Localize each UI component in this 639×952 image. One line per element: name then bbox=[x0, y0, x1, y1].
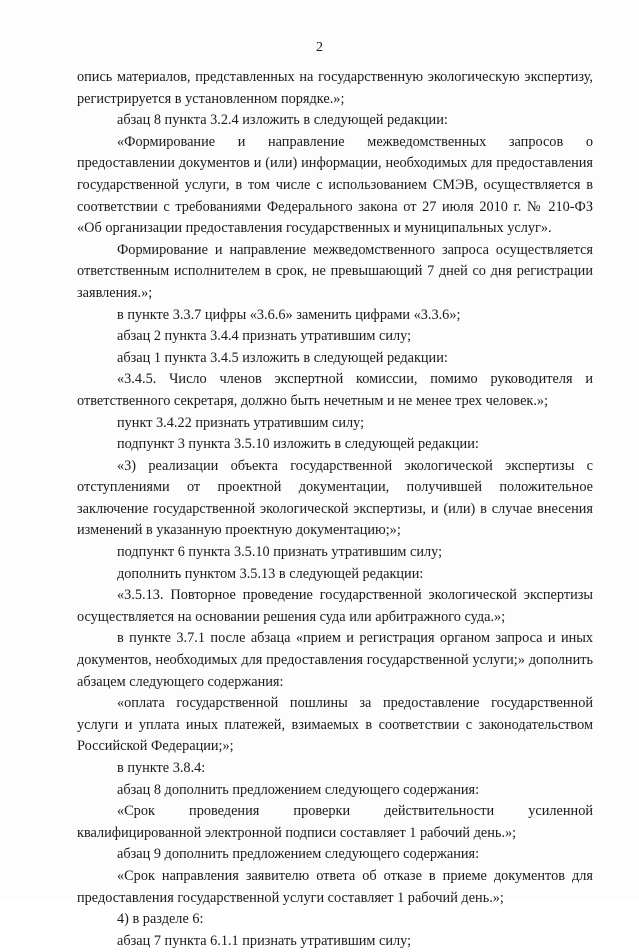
paragraph: «оплата государственной пошлины за предоставление государственной услуги и уплата иных платежей, взимаемых в соответствии с законодательством Российской Федерации;»; bbox=[77, 695, 593, 755]
paragraph: абзац 1 пункта 3.4.5 изложить в следующей редакции: bbox=[117, 349, 448, 366]
paragraph: дополнить пунктом 3.5.13 в следующей редакции: bbox=[117, 565, 424, 582]
paragraph: «Срок направления заявителю ответа об отказе в приеме документов для предоставления государственной услуги составляет 1 рабочий день.»; bbox=[77, 867, 593, 906]
paragraph: опись материалов, представленных на государственную экологическую экспертизу, регистрируется в установленном порядке.»; bbox=[77, 69, 593, 107]
paragraph: абзац 8 дополнить предложением следующего содержания: bbox=[117, 781, 480, 798]
paragraph: в пункте 3.8.4: bbox=[117, 760, 206, 776]
paragraph: в пункте 3.3.7 цифры «3.6.6» заменить цифрами «3.3.6»; bbox=[117, 306, 461, 323]
paragraph: пункт 3.4.22 признать утратившим силу; bbox=[117, 414, 365, 431]
paragraph: «3.5.13. Повторное проведение государственной экологической экспертизы осуществляется на основании решения суда или арбитражного суда.»; bbox=[77, 587, 593, 625]
paragraph: «Срок проведения проверки действительности усиленной квалифицированной электронной подписи составляет 1 рабочий день.»; bbox=[77, 803, 593, 841]
paragraph: «3) реализации объекта государственной экологической экспертизы с отступлениями от проектной документации, получившей положительное заключение государственной экологической экспертизы, и (или) в случае внесения изменений в указанную проектную документацию;»; bbox=[77, 457, 593, 539]
paragraph: абзац 2 пункта 3.4.4 признать утратившим силу; bbox=[117, 328, 412, 345]
paragraph: Формирование и направление межведомственного запроса осуществляется ответственным исполнителем в срок, не превышающий 7 дней со дня регистрации заявления.»; bbox=[77, 241, 593, 301]
paragraph: в пункте 3.7.1 после абзаца «прием и регистрация органом запроса и иных документов, необходимых для предоставления государственной услуги;» дополнить абзацем следующего содержания: bbox=[77, 630, 593, 690]
paragraph: абзац 9 дополнить предложением следующего содержания: bbox=[117, 846, 480, 863]
document-body bbox=[77, 67, 593, 952]
paragraph: «Формирование и направление межведомственных запросов о предоставлении документов и (или) информации, необходимых для предоставления государственной услуги, в том числе с использованием СМЭВ, осуществляется в соответствии с требованиями Федерального закона от 27 июля 2010 г. № 210-ФЗ «Об организации предоставления государственных и муниципальных услуг». bbox=[77, 133, 593, 237]
paragraph: абзац 8 пункта 3.2.4 изложить в следующей редакции: bbox=[117, 112, 448, 129]
paragraph: «3.4.5. Число членов экспертной комиссии, помимо руководителя и ответственного секретаря, должно быть нечетным и не менее трех человек.»; bbox=[77, 371, 593, 409]
paragraph: подпункт 3 пункта 3.5.10 изложить в следующей редакции: bbox=[117, 436, 479, 453]
paragraph: абзац 7 пункта 6.1.1 признать утратившим силу; bbox=[117, 932, 412, 949]
page-number: 2 bbox=[316, 40, 323, 55]
paragraph: 4) в разделе 6: bbox=[117, 911, 204, 928]
paragraph: подпункт 6 пункта 3.5.10 признать утратившим силу; bbox=[117, 544, 443, 561]
